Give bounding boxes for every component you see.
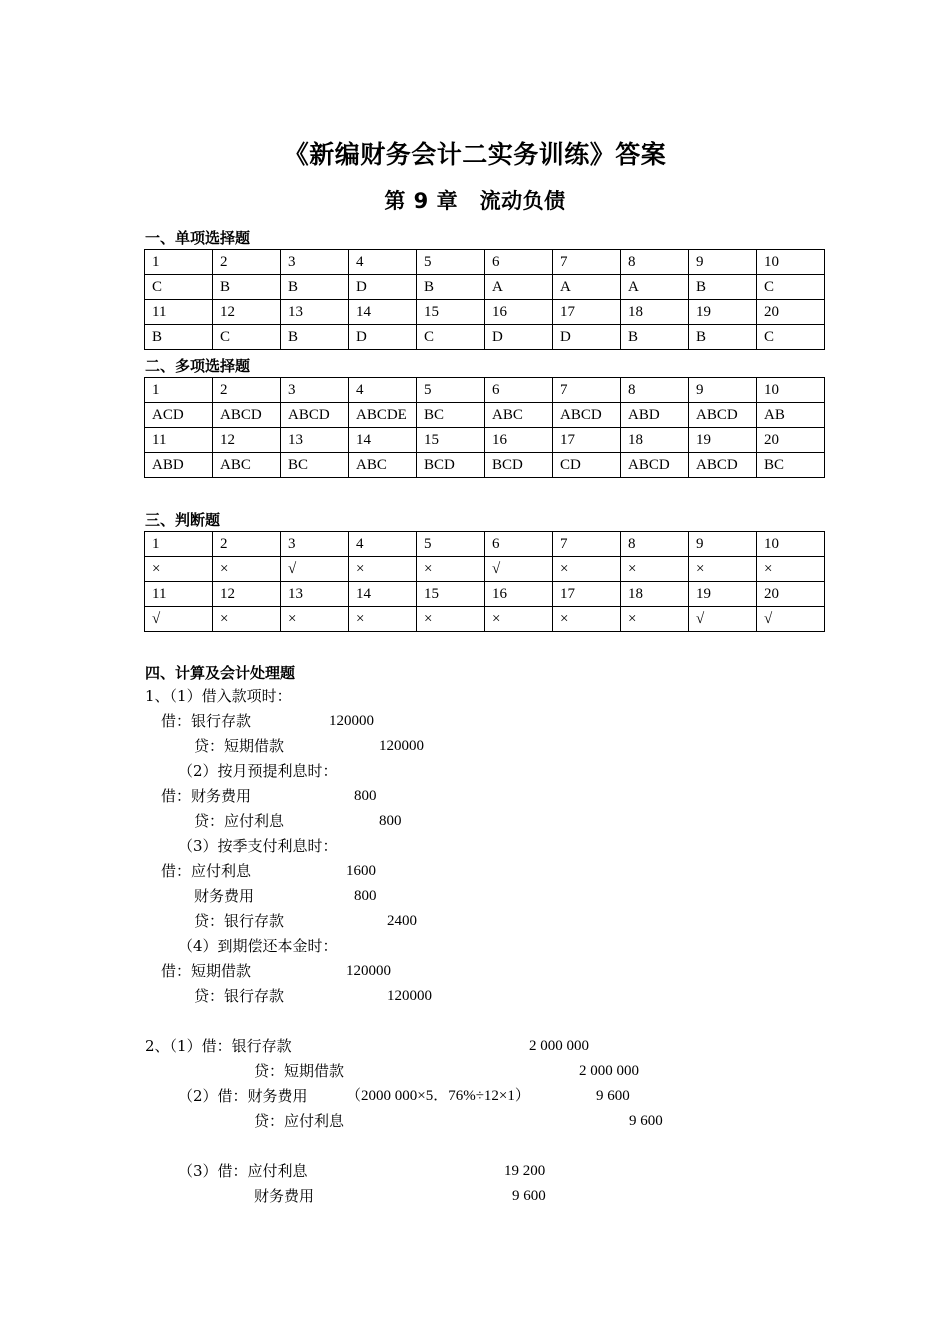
question-number-row <box>145 250 825 275</box>
question-number-cell: 13 <box>281 428 349 453</box>
answer-cell: ABCD <box>281 403 349 428</box>
answer-cell: ABD <box>145 453 213 478</box>
q1-debit-amount: 120000 <box>329 713 374 729</box>
q2-step2-credit-amount: 9 600 <box>629 1113 663 1129</box>
q2-credit-amount: 2 000 000 <box>579 1063 639 1079</box>
question-number-cell: 7 <box>553 532 621 557</box>
question-number-cell: 14 <box>349 582 417 607</box>
answer-cell: × <box>145 557 213 582</box>
answer-cell: ABCD <box>213 403 281 428</box>
question-number-cell: 8 <box>621 378 689 403</box>
answer-cell: × <box>281 607 349 632</box>
q1-step4-debit-label: 借：短期借款 <box>161 962 252 980</box>
q1-step4-credit-label: 贷：银行存款 <box>194 987 285 1005</box>
q2-step3-debit2-label: 财务费用 <box>254 1187 315 1205</box>
question-number-cell: 18 <box>621 582 689 607</box>
multiple-choice-answer-table <box>144 377 825 478</box>
question-number-cell: 9 <box>689 250 757 275</box>
q2-credit-label: 贷：短期借款 <box>254 1062 345 1080</box>
q1-step4-credit-amount: 120000 <box>387 988 432 1004</box>
answer-cell: √ <box>689 607 757 632</box>
answer-cell: ABCD <box>553 403 621 428</box>
single-choice-answer-table <box>144 249 825 350</box>
question-number-cell: 18 <box>621 300 689 325</box>
q1-step2-debit-amount: 800 <box>354 788 377 804</box>
answer-cell: C <box>417 325 485 350</box>
answer-cell: CD <box>553 453 621 478</box>
question-number-cell: 7 <box>553 250 621 275</box>
q1-step4-debit-amount: 120000 <box>346 963 391 979</box>
answer-cell: × <box>757 557 825 582</box>
question-number-row <box>145 532 825 557</box>
q1-step3-credit-label: 贷：银行存款 <box>194 912 285 930</box>
q1-credit-amount: 120000 <box>379 738 424 754</box>
answer-cell: × <box>621 557 689 582</box>
answer-cell: D <box>553 325 621 350</box>
answer-cell: × <box>349 557 417 582</box>
question-number-cell: 15 <box>417 300 485 325</box>
question-number-row <box>145 428 825 453</box>
answer-cell: ABD <box>621 403 689 428</box>
answer-cell: C <box>757 275 825 300</box>
q1-credit-label: 贷：短期借款 <box>194 737 285 755</box>
question-number-row <box>145 582 825 607</box>
answer-cell: ABCD <box>689 453 757 478</box>
question-number-cell: 17 <box>553 428 621 453</box>
question-number-cell: 10 <box>757 378 825 403</box>
answer-row <box>145 325 825 350</box>
q2-step2-debit-amount: 9 600 <box>596 1088 630 1104</box>
question-number-cell: 3 <box>281 378 349 403</box>
q2-line-1: 2、（1）借：银行存款 <box>145 1037 292 1055</box>
question-number-cell: 6 <box>485 250 553 275</box>
q1-step2-debit-label: 借：财务费用 <box>161 787 252 805</box>
answer-cell: BCD <box>417 453 485 478</box>
answer-cell: D <box>349 275 417 300</box>
answer-cell: × <box>553 607 621 632</box>
answer-cell: × <box>621 607 689 632</box>
answer-cell: C <box>145 275 213 300</box>
question-number-cell: 11 <box>145 582 213 607</box>
answer-row <box>145 275 825 300</box>
chapter-title: 第 9 章 流动负债 <box>384 189 566 213</box>
answer-cell: A <box>621 275 689 300</box>
question-number-cell: 2 <box>213 250 281 275</box>
q1-step2-credit-amount: 800 <box>379 813 402 829</box>
answer-cell: ABC <box>349 453 417 478</box>
answer-cell: × <box>553 557 621 582</box>
answer-cell: × <box>485 607 553 632</box>
section-heading-true-false: 三、判断题 <box>145 511 221 529</box>
question-number-cell: 19 <box>689 582 757 607</box>
question-number-cell: 9 <box>689 378 757 403</box>
question-number-cell: 4 <box>349 532 417 557</box>
answer-cell: B <box>417 275 485 300</box>
question-number-cell: 5 <box>417 532 485 557</box>
answer-cell: × <box>417 557 485 582</box>
q1-step2-credit-label: 贷：应付利息 <box>194 812 285 830</box>
q2-step2-formula: （2000 000×5．76%÷12×1） <box>346 1088 530 1104</box>
answer-cell: BC <box>417 403 485 428</box>
question-number-cell: 8 <box>621 250 689 275</box>
answer-cell: × <box>213 607 281 632</box>
question-number-cell: 2 <box>213 532 281 557</box>
q1-step3-credit-amount: 2400 <box>387 913 417 929</box>
answer-cell: ABC <box>213 453 281 478</box>
question-number-cell: 14 <box>349 300 417 325</box>
answer-cell: × <box>689 557 757 582</box>
question-number-cell: 8 <box>621 532 689 557</box>
q1-step-2: （2）按月预提利息时： <box>178 762 338 780</box>
answer-cell: ABCD <box>621 453 689 478</box>
question-number-cell: 17 <box>553 300 621 325</box>
question-number-cell: 12 <box>213 582 281 607</box>
question-number-cell: 19 <box>689 428 757 453</box>
answer-cell: BCD <box>485 453 553 478</box>
answer-cell: √ <box>145 607 213 632</box>
answer-cell: B <box>689 325 757 350</box>
question-number-cell: 6 <box>485 532 553 557</box>
question-number-cell: 4 <box>349 378 417 403</box>
question-number-cell: 9 <box>689 532 757 557</box>
answer-cell: √ <box>281 557 349 582</box>
question-number-cell: 7 <box>553 378 621 403</box>
question-number-cell: 15 <box>417 582 485 607</box>
answer-cell: ACD <box>145 403 213 428</box>
answer-cell: × <box>213 557 281 582</box>
answer-cell: ABCD <box>689 403 757 428</box>
answer-cell: B <box>213 275 281 300</box>
document-title: 《新编财务会计二实务训练》答案 <box>283 140 667 169</box>
section-heading-single-choice: 一、单项选择题 <box>145 229 251 247</box>
answer-cell: B <box>145 325 213 350</box>
question-number-cell: 13 <box>281 300 349 325</box>
question-number-cell: 12 <box>213 428 281 453</box>
q1-step-4: （4）到期偿还本金时： <box>178 937 338 955</box>
true-false-answer-table <box>144 531 825 632</box>
section-heading-calculation: 四、计算及会计处理题 <box>145 664 296 682</box>
answer-row <box>145 557 825 582</box>
q1-step3-debit2-label: 财务费用 <box>194 887 255 905</box>
question-number-cell: 10 <box>757 532 825 557</box>
q2-step3-debit-label: （3）借：应付利息 <box>178 1162 308 1180</box>
question-number-cell: 20 <box>757 300 825 325</box>
question-number-cell: 11 <box>145 428 213 453</box>
question-number-cell: 1 <box>145 378 213 403</box>
answer-cell: D <box>349 325 417 350</box>
question-number-cell: 5 <box>417 250 485 275</box>
q1-step-3: （3）按季支付利息时： <box>178 837 338 855</box>
question-number-cell: 3 <box>281 250 349 275</box>
question-number-cell: 20 <box>757 428 825 453</box>
question-number-cell: 14 <box>349 428 417 453</box>
question-number-cell: 16 <box>485 428 553 453</box>
answer-cell: × <box>417 607 485 632</box>
answer-cell: A <box>485 275 553 300</box>
question-number-cell: 16 <box>485 300 553 325</box>
question-number-cell: 20 <box>757 582 825 607</box>
question-number-row <box>145 300 825 325</box>
answer-cell: AB <box>757 403 825 428</box>
q2-step2-debit-label: （2）借：财务费用 <box>178 1087 308 1105</box>
question-number-cell: 11 <box>145 300 213 325</box>
q2-debit-amount: 2 000 000 <box>529 1038 589 1054</box>
q2-step2-credit-label: 贷：应付利息 <box>254 1112 345 1130</box>
question-number-cell: 19 <box>689 300 757 325</box>
q2-step3-debit-amount: 19 200 <box>504 1163 546 1179</box>
answer-cell: B <box>689 275 757 300</box>
answer-row <box>145 403 825 428</box>
question-number-cell: 17 <box>553 582 621 607</box>
q1-step3-debit2-amount: 800 <box>354 888 377 904</box>
answer-cell: D <box>485 325 553 350</box>
question-number-cell: 13 <box>281 582 349 607</box>
q1-line-1: 1、（1）借入款项时： <box>145 687 292 705</box>
answer-cell: BC <box>757 453 825 478</box>
q2-step3-debit2-amount: 9 600 <box>512 1188 546 1204</box>
answer-cell: A <box>553 275 621 300</box>
q1-step3-debit-label: 借：应付利息 <box>161 862 252 880</box>
answer-row <box>145 607 825 632</box>
answer-cell: √ <box>485 557 553 582</box>
answer-cell: BC <box>281 453 349 478</box>
answer-cell: C <box>213 325 281 350</box>
question-number-cell: 3 <box>281 532 349 557</box>
question-number-cell: 6 <box>485 378 553 403</box>
question-number-cell: 15 <box>417 428 485 453</box>
question-number-row <box>145 378 825 403</box>
section-heading-multiple-choice: 二、多项选择题 <box>145 357 251 375</box>
answer-cell: ABC <box>485 403 553 428</box>
question-number-cell: 10 <box>757 250 825 275</box>
question-number-cell: 2 <box>213 378 281 403</box>
question-number-cell: 4 <box>349 250 417 275</box>
question-number-cell: 12 <box>213 300 281 325</box>
answer-cell: B <box>621 325 689 350</box>
question-number-cell: 5 <box>417 378 485 403</box>
question-number-cell: 16 <box>485 582 553 607</box>
answer-cell: √ <box>757 607 825 632</box>
answer-cell: C <box>757 325 825 350</box>
answer-cell: × <box>349 607 417 632</box>
answer-row <box>145 453 825 478</box>
q1-step3-debit-amount: 1600 <box>346 863 376 879</box>
answer-cell: B <box>281 275 349 300</box>
answer-cell: B <box>281 325 349 350</box>
question-number-cell: 1 <box>145 250 213 275</box>
q1-debit-label: 借：银行存款 <box>161 712 252 730</box>
question-number-cell: 18 <box>621 428 689 453</box>
answer-cell: ABCDE <box>349 403 417 428</box>
question-number-cell: 1 <box>145 532 213 557</box>
